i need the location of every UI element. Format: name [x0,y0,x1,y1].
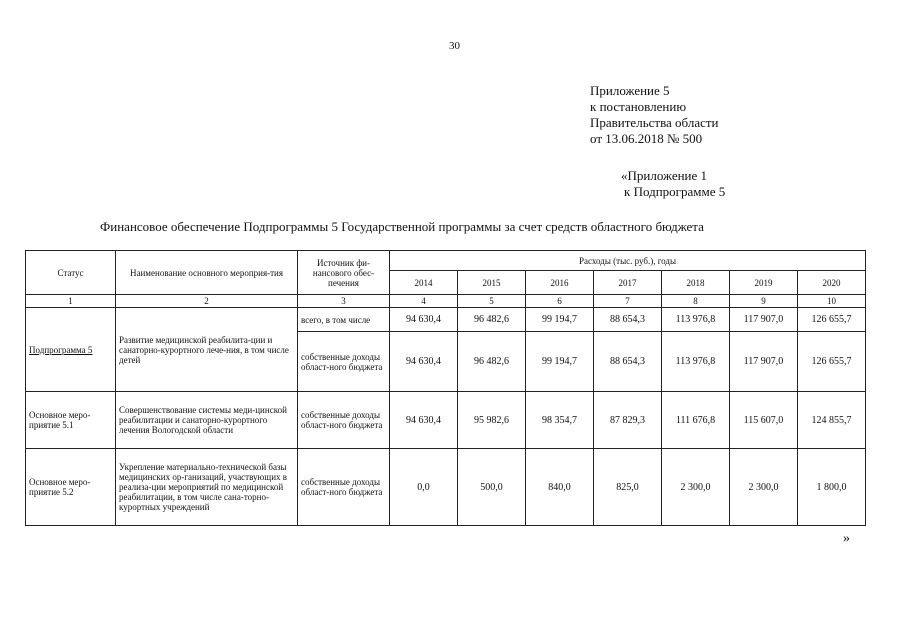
row-value: 0,0 [390,449,458,526]
appendix-line-3: Правительства области [590,115,719,130]
column-number: 4 [390,295,458,308]
column-number-row [26,295,866,308]
header-year: 2016 [526,271,594,295]
appendix-line-2: к постановлению [590,99,687,114]
row-status: Основное меро-приятие 5.2 [26,449,116,526]
header-expenses: Расходы (тыс. руб.), годы [390,251,866,271]
document-title: Финансовое обеспечение Подпрограммы 5 Государственной программы за счет средств областного бюджета [100,219,704,234]
header-name: Наименование основного мероприя-тия [116,251,298,295]
financing-table [25,250,866,526]
column-number: 8 [662,295,730,308]
column-number: 10 [798,295,866,308]
row-total-value: 113 976,8 [662,308,730,332]
table-row [26,308,866,332]
row-value: 126 655,7 [798,332,866,392]
row-source: собственные доходы област-ного бюджета [298,392,390,449]
row-total-value: 94 630,4 [390,308,458,332]
page-number: 30 [449,40,460,52]
row-value: 96 482,6 [458,332,526,392]
table-row [26,392,866,449]
row-value: 500,0 [458,449,526,526]
row-value: 88 654,3 [594,332,662,392]
header-source: Источник фи-нансового обес-печения [298,251,390,295]
row-total-value: 96 482,6 [458,308,526,332]
row-value: 115 607,0 [730,392,798,449]
column-number: 5 [458,295,526,308]
row-source: собственные доходы област-ного бюджета [298,332,390,392]
header-year: 2020 [798,271,866,295]
row-name: Развитие медицинской реабилита-ции и санаторно-курортного лече-ния, в том числе детей [116,308,298,392]
sub-appendix-block [621,168,725,200]
row-value: 98 354,7 [526,392,594,449]
row-value: 111 676,8 [662,392,730,449]
header-row-1 [26,251,866,271]
appendix-block [590,83,719,147]
row-value: 94 630,4 [390,332,458,392]
row-value: 95 982,6 [458,392,526,449]
column-number: 3 [298,295,390,308]
row-value: 2 300,0 [730,449,798,526]
row-status [26,308,116,392]
column-number: 1 [26,295,116,308]
row-value: 2 300,0 [662,449,730,526]
column-number: 9 [730,295,798,308]
row-source: собственные доходы област-ного бюджета [298,449,390,526]
header-year: 2018 [662,271,730,295]
header-year: 2015 [458,271,526,295]
appendix-line-1: Приложение 5 [590,83,670,98]
row-name: Совершенствование системы меди-цинской реабилитации и санаторно-курортного лечения Вологодской области [116,392,298,449]
header-year: 2014 [390,271,458,295]
row-value: 840,0 [526,449,594,526]
sub-appendix-line-1: «Приложение 1 [621,168,708,183]
sub-appendix-line-2: к Подпрограмме 5 [624,184,726,199]
column-number: 6 [526,295,594,308]
header-year: 2017 [594,271,662,295]
row-value: 113 976,8 [662,332,730,392]
appendix-line-4: от 13.06.2018 № 500 [590,131,703,146]
subprogram-link[interactable]: Подпрограмма 5 [29,344,93,355]
row-total-value: 126 655,7 [798,308,866,332]
row-total-value: 99 194,7 [526,308,594,332]
closing-quote: » [843,531,850,546]
row-value: 825,0 [594,449,662,526]
column-number: 2 [116,295,298,308]
header-status: Статус [26,251,116,295]
row-value: 117 907,0 [730,332,798,392]
row-value: 124 855,7 [798,392,866,449]
header-year: 2019 [730,271,798,295]
row-status: Основное меро-приятие 5.1 [26,392,116,449]
row-total-value: 117 907,0 [730,308,798,332]
row-total-label: всего, в том числе [298,308,390,332]
row-value: 1 800,0 [798,449,866,526]
column-number: 7 [594,295,662,308]
row-value: 99 194,7 [526,332,594,392]
row-value: 87 829,3 [594,392,662,449]
row-total-value: 88 654,3 [594,308,662,332]
table-row [26,449,866,526]
row-name: Укрепление материально-технической базы медицинских ор-ганизаций, участвующих в реализа-ции мероприятий по медицинской реабилитации, в том числе сана-торно-курортных учреждений [116,449,298,526]
row-value: 94 630,4 [390,392,458,449]
